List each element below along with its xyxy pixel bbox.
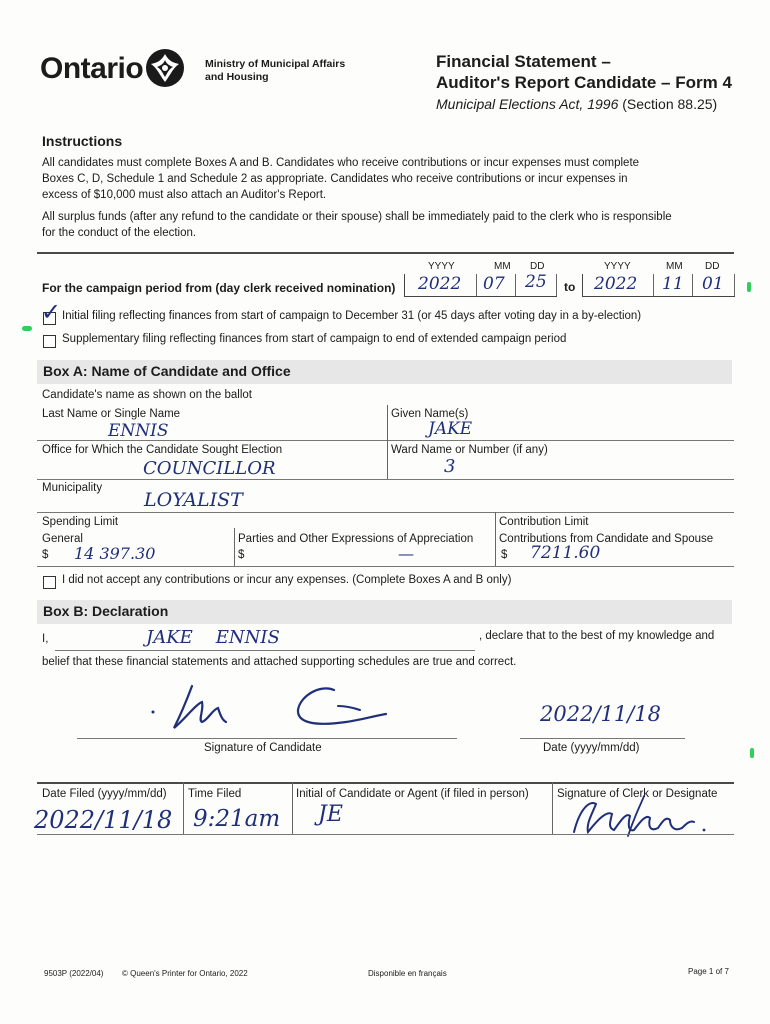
contributions-label: Contributions from Candidate and Spouse: [499, 533, 714, 545]
given-name-label: Given Name(s): [391, 408, 469, 420]
box-b-header: [37, 600, 732, 624]
page-number: Page 1 of 7: [688, 967, 729, 976]
form-title-line2: Auditor's Report Candidate – Form 4: [436, 73, 732, 92]
to-date-divider: [653, 274, 654, 296]
initial-filing-label: Initial filing reflecting finances from start of campaign to December 31 (or 45 days after voting day in a by-election): [62, 310, 642, 322]
supplementary-filing-label: Supplementary filing reflecting finances from start of campaign to end of extended campaign period: [62, 333, 567, 345]
to-date-divider: [692, 274, 693, 296]
from-year-value[interactable]: 2022: [418, 274, 462, 294]
general-spending-limit-value[interactable]: 14 397.30: [74, 544, 156, 563]
ward-value[interactable]: 3: [444, 456, 456, 477]
clerk-signature[interactable]: [566, 792, 716, 844]
campaign-period-label: For the campaign period from (day clerk received nomination): [42, 281, 396, 295]
instructions-p1-line2: Boxes C, D, Schedule 1 and Schedule 2 as appropriate. Candidates who receive contributions or incur expenses in: [42, 173, 628, 185]
declarant-name-value[interactable]: JAKE ENNIS: [146, 627, 280, 648]
instructions-p2-line1: All surplus funds (after any refund to the candidate or their spouse) shall be immediately paid to the clerk who is responsible: [42, 211, 672, 223]
given-name-value[interactable]: JAKE: [428, 419, 473, 439]
box-b-title: Box B: Declaration: [43, 603, 169, 619]
candidate-signature[interactable]: [150, 680, 390, 738]
instructions-p2-line2: for the conduct of the election.: [42, 227, 197, 239]
form-title-line1: Financial Statement –: [436, 52, 611, 71]
office-divider: [387, 440, 388, 480]
to-year-value[interactable]: 2022: [594, 274, 638, 294]
ballot-name-label: Candidate's name as shown on the ballot: [42, 389, 252, 401]
from-date-divider: [515, 274, 516, 296]
clerk-signature-label: Signature of Clerk or Designate: [557, 788, 718, 800]
field-rule: [37, 512, 734, 513]
no-contributions-checkbox[interactable]: [43, 576, 56, 589]
box-a-header: [37, 360, 732, 384]
field-rule: [37, 479, 734, 480]
divider: [37, 252, 734, 254]
ward-label: Ward Name or Number (if any): [391, 444, 548, 456]
act-name: Municipal Elections Act, 1996: [436, 96, 619, 112]
to-month-value[interactable]: 11: [662, 274, 684, 294]
date-filed-value[interactable]: 2022/11/18: [34, 806, 173, 834]
time-filed-value[interactable]: 9:21am: [193, 806, 281, 832]
from-date-divider: [556, 274, 557, 296]
ontario-trillium-logo-icon: [145, 48, 185, 88]
initial-candidate-label: Initial of Candidate or Agent (if filed in person): [296, 788, 529, 800]
declaration-date-value[interactable]: 2022/11/18: [540, 702, 662, 726]
to-mm-header: MM: [666, 261, 683, 272]
contributions-value[interactable]: 7211.60: [530, 543, 601, 563]
instructions-heading: Instructions: [42, 133, 123, 149]
french-availability: Disponible en français: [368, 969, 447, 978]
date-line: [520, 738, 685, 739]
instructions-p1-line1: All candidates must complete Boxes A and B. Candidates who receive contributions or incur expenses must complete: [42, 157, 640, 169]
instructions-p1-line3: excess of $10,000 must also attach an Auditor's Report.: [42, 189, 327, 201]
filing-divider: [292, 782, 293, 834]
general-label: General: [42, 533, 83, 545]
signature-label: Signature of Candidate: [204, 742, 322, 754]
signature-line: [77, 738, 457, 739]
to-label: to: [564, 280, 576, 294]
contributions-dollar-sign: $: [501, 549, 508, 561]
form-code: 9503P (2022/04): [44, 969, 104, 978]
from-month-value[interactable]: 07: [483, 274, 505, 294]
belief-text: belief that these financial statements and attached supporting schedules are true and correct.: [42, 656, 517, 668]
copyright: © Queen's Printer for Ontario, 2022: [122, 969, 248, 978]
office-label: Office for Which the Candidate Sought Election: [42, 444, 283, 456]
declare-text: , declare that to the best of my knowledge and: [479, 630, 715, 642]
from-yyyy-header: YYYY: [428, 261, 455, 272]
to-dd-header: DD: [705, 261, 720, 272]
initial-filing-checkmark: ✓: [41, 298, 62, 326]
declaration-i-label: I,: [42, 633, 49, 645]
from-date-divider: [476, 274, 477, 296]
municipality-label: Municipality: [42, 482, 103, 494]
date-label: Date (yyyy/mm/dd): [543, 742, 640, 754]
initial-candidate-value[interactable]: JE: [318, 802, 343, 827]
no-contributions-label: I did not accept any contributions or incur any expenses. (Complete Boxes A and B only): [62, 574, 512, 586]
to-yyyy-header: YYYY: [604, 261, 631, 272]
supplementary-filing-checkbox[interactable]: [43, 335, 56, 348]
office-value[interactable]: COUNCILLOR: [143, 458, 276, 479]
parties-label: Parties and Other Expressions of Appreciation: [238, 533, 474, 545]
parties-value[interactable]: —: [398, 544, 414, 563]
ministry-name-line1: Ministry of Municipal Affairs: [205, 58, 346, 70]
highlighter-mark: [22, 326, 32, 331]
filing-section-bottom: [37, 834, 734, 835]
general-dollar-sign: $: [42, 549, 49, 561]
spending-limit-label: Spending Limit: [42, 516, 119, 528]
declarant-name-line: [55, 650, 475, 651]
field-rule: [37, 440, 734, 441]
time-filed-label: Time Filed: [188, 788, 242, 800]
from-dd-header: DD: [530, 261, 545, 272]
box-a-title: Box A: Name of Candidate and Office: [43, 363, 291, 379]
filing-divider: [552, 782, 553, 834]
ontario-wordmark: Ontario: [40, 52, 144, 85]
act-section: (Section 88.25): [622, 96, 718, 112]
from-day-value[interactable]: 25: [525, 272, 547, 292]
date-filed-label: Date Filed (yyyy/mm/dd): [42, 788, 167, 800]
highlighter-mark: [750, 748, 754, 758]
spending-divider: [495, 512, 496, 566]
filing-section-top: [37, 782, 734, 784]
ministry-name-line2: and Housing: [205, 71, 269, 83]
contribution-limit-label: Contribution Limit: [499, 516, 589, 528]
form-subtitle: [436, 96, 717, 112]
spending-divider: [234, 528, 235, 566]
from-mm-header: MM: [494, 261, 511, 272]
filing-divider: [183, 782, 184, 834]
field-rule: [37, 566, 734, 567]
parties-dollar-sign: $: [238, 549, 245, 561]
last-name-label: Last Name or Single Name: [42, 408, 181, 420]
last-name-value[interactable]: ENNIS: [108, 421, 169, 441]
to-date-divider: [734, 274, 735, 296]
highlighter-mark: [747, 282, 751, 292]
to-day-value[interactable]: 01: [702, 274, 724, 294]
municipality-value[interactable]: LOYALIST: [144, 489, 243, 511]
